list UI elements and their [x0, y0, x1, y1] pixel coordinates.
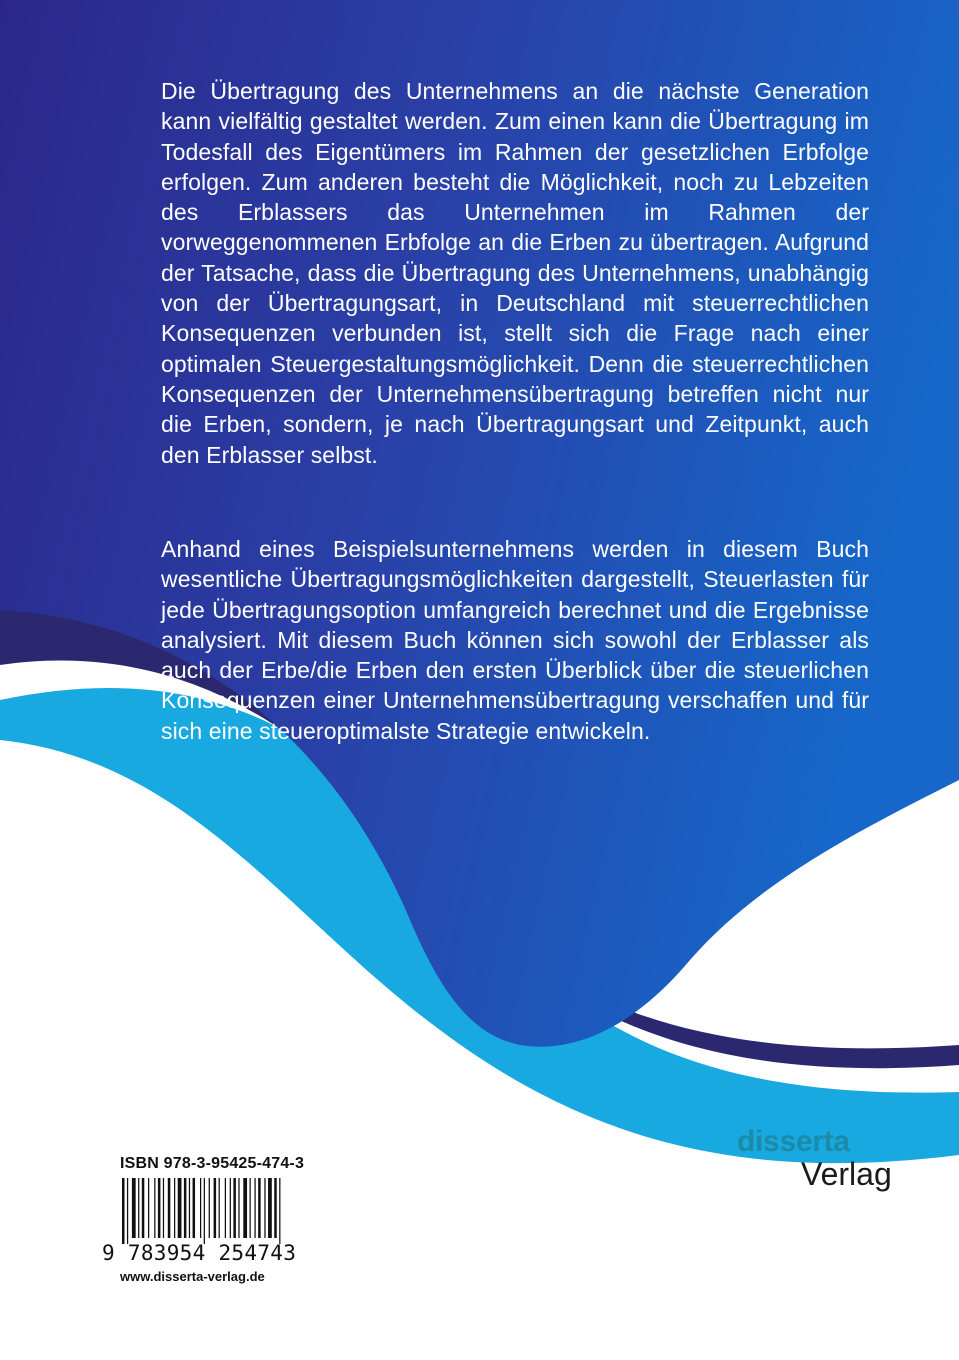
barcode-bar: [184, 1178, 187, 1238]
barcode-bar: [193, 1178, 196, 1238]
barcode-bar: [214, 1178, 217, 1238]
barcode-bar: [122, 1178, 125, 1244]
logo-name-bottom: Verlag: [801, 1156, 892, 1192]
barcode-bar: [219, 1178, 220, 1238]
barcode-bar: [274, 1178, 277, 1238]
barcode-bar: [258, 1178, 261, 1238]
barcode-bar: [233, 1178, 236, 1238]
barcode-bar: [178, 1178, 182, 1238]
barcode-bar: [154, 1178, 155, 1238]
barcode-bar: [142, 1178, 145, 1238]
blurb-paragraph-2: Anhand eines Beispielsunternehmens werden in diesem Buch wesentliche Übertragungsmöglichkeiten dargestellt, Steuerlasten für jede Übertragungsoption umfangreich berechnet und die Ergebnisse analysiert. Mit diesem Buch können sich sowohl der Erblasser als auch der Erbe/die Erben den ersten Überblick über die steuerlichen Konsequenzen einer Unternehmensübertragung verschaffen und für sich eine steueroptimalste Strategie entwickeln.: [161, 536, 869, 744]
barcode-bar: [168, 1178, 171, 1238]
barcode-bar: [243, 1178, 247, 1238]
barcode-bar: [238, 1178, 239, 1238]
barcode-digits: 9 783954 254743: [102, 1241, 297, 1265]
barcode-bar: [230, 1178, 231, 1238]
barcode-bar: [148, 1178, 149, 1238]
barcode-bar: [200, 1178, 201, 1238]
barcode-bar: [264, 1178, 265, 1238]
barcode-bar: [158, 1178, 161, 1238]
isbn-label: ISBN 978-3-95425-474-3: [120, 1155, 305, 1172]
barcode-icon: [120, 1178, 296, 1244]
barcode-bar: [189, 1178, 190, 1238]
barcode-bar: [279, 1178, 280, 1244]
barcode-bar: [127, 1178, 128, 1244]
barcode-bar: [138, 1178, 139, 1238]
barcode-bar: [204, 1178, 205, 1244]
barcode-bar: [132, 1178, 136, 1238]
barcode-bar: [225, 1178, 226, 1238]
barcode-bar: [209, 1178, 210, 1238]
logo-name-top: disserta: [737, 1125, 850, 1158]
barcode-bar: [163, 1178, 164, 1238]
publisher-website: www.disserta-verlag.de: [120, 1269, 265, 1284]
barcode-bar: [174, 1178, 175, 1238]
publisher-logo: [737, 1127, 892, 1191]
barcode-bar: [268, 1178, 272, 1238]
blurb-paragraph-1: Die Übertragung des Unternehmens an die nächste Generation kann vielfältig gestaltet werden. Zum einen kann die Übertragung im Todesfall des Eigentümers im Rahmen der gesetzlichen Erbfolge erfolgen. Zum anderen besteht die Möglichkeit, noch zu Lebzeiten des Erblassers das Unternehmen im Rahmen der vorweggenommenen Erbfolge an die Erben zu übertragen. Aufgrund der Tatsache, dass die Übertragung des Unternehmens, unabhängig von der Übertragungsart, in Deutschland mit steuerrechtlichen Konsequenzen verbunden ist, stellt sich die Frage nach einer optimalen Steuergestaltungsmöglichkeit. Denn die steuerrechtlichen Konsequenzen der Unternehmensübertragung betreffen nicht nur die Erben, sondern, je nach Übertragungsart und Zeitpunkt, auch den Erblasser selbst.: [161, 78, 869, 468]
barcode-bar: [250, 1178, 251, 1238]
barcode-bar: [254, 1178, 255, 1238]
